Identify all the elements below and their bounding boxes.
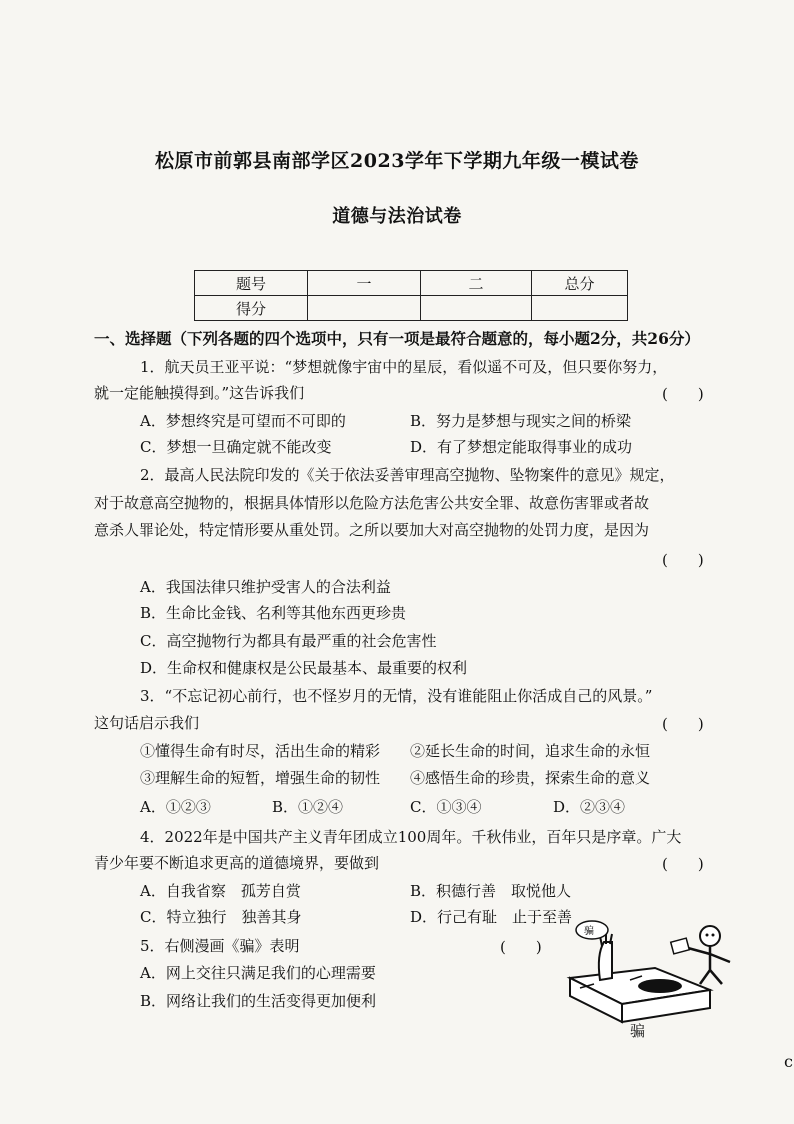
answer-blank: ( ) xyxy=(662,385,704,403)
question-stem: 5．右侧漫画《骗》表明 xyxy=(140,937,300,955)
score-cell: 一 xyxy=(308,271,421,296)
question-stem: 4．2022年是中国共产主义青年团成立100周年。千秋伟业，百年只是序章。广大 xyxy=(140,828,682,846)
exam-subtitle: 道德与法治试卷 xyxy=(332,206,462,227)
answer-blank: ( ) xyxy=(662,551,704,569)
answer-blank: ( ) xyxy=(662,855,704,873)
option: D．有了梦想定能取得事业的成功 xyxy=(410,438,633,456)
option: A．自我省察 孤芳自赏 xyxy=(140,882,301,900)
score-cell: 得分 xyxy=(195,296,308,321)
option: C．高空抛物行为都具有最严重的社会危害性 xyxy=(140,632,437,650)
section-heading: 一、选择题（下列各题的四个选项中，只有一项是最符合题意的，每小题2分，共26分） xyxy=(94,329,700,348)
statement: ①懂得生命有时尽，活出生命的精彩 xyxy=(140,742,381,760)
statement: ④感悟生命的珍贵，探索生命的意义 xyxy=(410,769,651,787)
option: B．积德行善 取悦他人 xyxy=(410,882,572,900)
score-table xyxy=(194,270,628,321)
score-cell xyxy=(421,296,532,321)
statement: ②延长生命的时间，追求生命的永恒 xyxy=(410,742,651,760)
score-cell: 总分 xyxy=(532,271,628,296)
option: D．生命权和健康权是公民最基本、最重要的权利 xyxy=(140,659,468,677)
statement: ③理解生命的短暂，增强生命的韧性 xyxy=(140,769,381,787)
answer-blank: ( ) xyxy=(500,938,542,956)
question-stem: 就一定能触摸得到。”这告诉我们 xyxy=(94,384,305,402)
option: B．①②④ xyxy=(272,798,344,816)
cartoon-bubble-text: 骗 xyxy=(584,926,594,937)
binding-mark: ⅽ xyxy=(784,1052,793,1071)
score-cell: 二 xyxy=(421,271,532,296)
question-stem: 意杀人罪论处，特定情形要从重处罚。之所以要加大对高空抛物的处罚力度，是因为 xyxy=(94,521,650,539)
exam-title: 松原市前郭县南部学区2023学年下学期九年级一模试卷 xyxy=(155,150,639,172)
option: A．网上交往只满足我们的心理需要 xyxy=(140,964,376,982)
option: B．努力是梦想与现实之间的桥梁 xyxy=(410,412,632,430)
question-stem: 3．“不忘记初心前行，也不怪岁月的无情，没有谁能阻止你活成自己的风景。” xyxy=(140,687,653,705)
cartoon-caption: 骗 xyxy=(630,1022,646,1040)
option: B．生命比金钱、名利等其他东西更珍贵 xyxy=(140,604,407,622)
answer-blank: ( ) xyxy=(662,715,704,733)
question-stem: 1．航天员王亚平说：“梦想就像宇宙中的星辰，看似遥不可及，但只要你努力， xyxy=(140,358,668,376)
option: D．行己有耻 止于至善 xyxy=(410,908,573,926)
option: A．我国法律只维护受害人的合法利益 xyxy=(140,578,391,596)
score-table-score-row xyxy=(195,296,628,321)
question-stem: 这句话启示我们 xyxy=(94,714,200,732)
question-stem: 青少年要不断追求更高的道德境界，要做到 xyxy=(94,854,380,872)
score-table-header-row xyxy=(195,271,628,296)
option: C．①③④ xyxy=(410,798,482,816)
option: A．梦想终究是可望而不可即的 xyxy=(140,412,346,430)
option: C．梦想一旦确定就不能改变 xyxy=(140,438,332,456)
question-stem: 对于故意高空抛物的，根据具体情形以危险方法危害公共安全罪、故意伤害罪或者故 xyxy=(94,494,650,512)
question-stem: 2．最高人民法院印发的《关于依法妥善审理高空抛物、坠物案件的意见》规定， xyxy=(140,466,675,484)
option: D．②③④ xyxy=(553,798,626,816)
score-cell: 题号 xyxy=(195,271,308,296)
cartoon-illustration xyxy=(560,918,740,1038)
option: C．特立独行 独善其身 xyxy=(140,908,302,926)
score-cell xyxy=(308,296,421,321)
score-cell xyxy=(532,296,628,321)
option: B．网络让我们的生活变得更加便利 xyxy=(140,992,377,1010)
option: A．①②③ xyxy=(140,798,211,816)
